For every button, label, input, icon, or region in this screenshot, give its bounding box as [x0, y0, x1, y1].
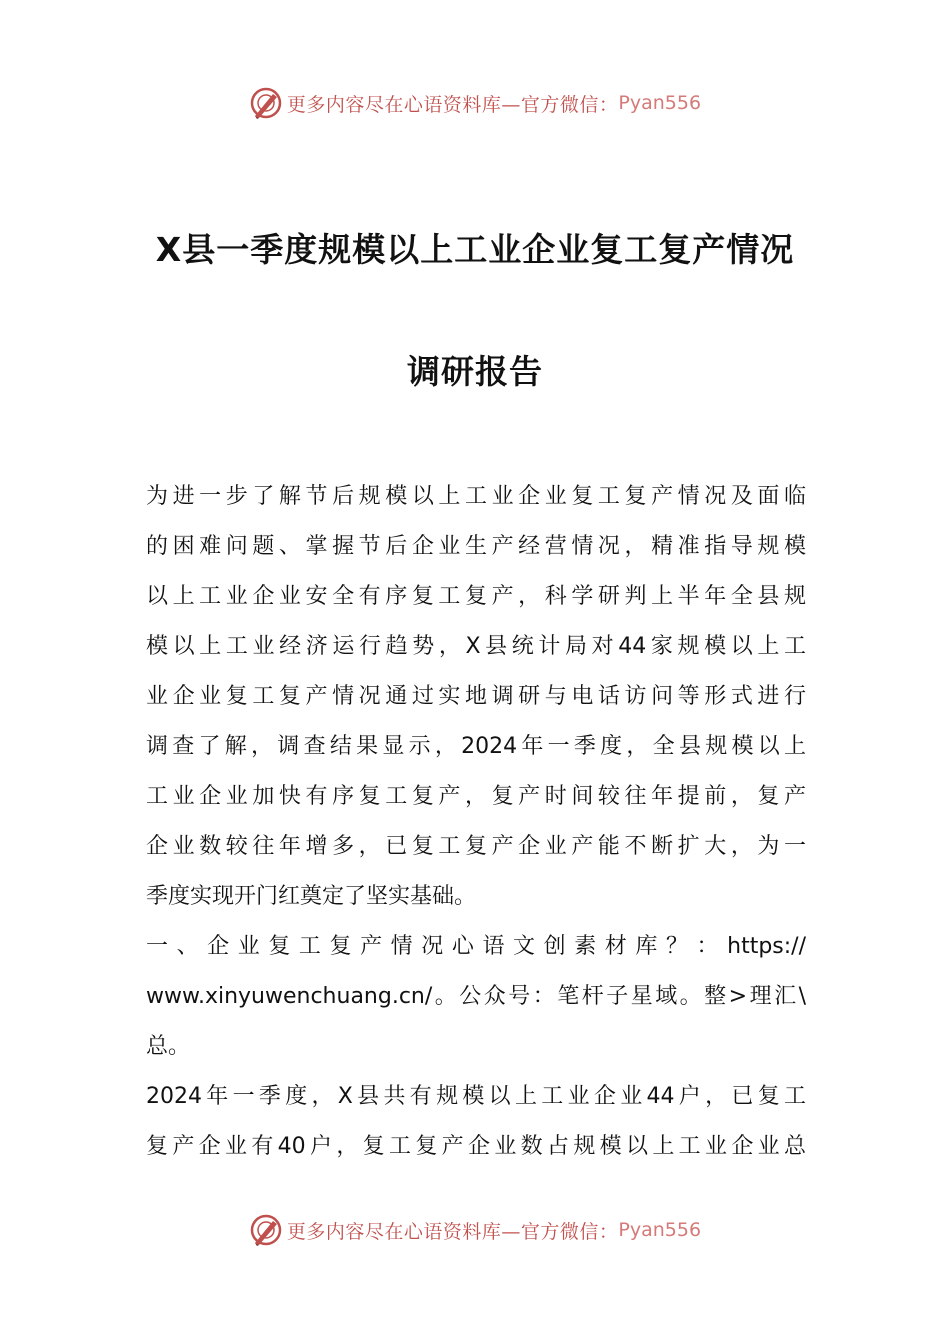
document-title-line1: X县一季度规模以上工业企业复工复产情况: [155, 230, 795, 269]
body-line: 季度实现开门红奠定了坚实基础。: [146, 884, 477, 909]
body-line: 企业数较往年增多，已复工复产企业产能不断扩大，为一: [146, 834, 806, 859]
body-line: 总。: [146, 1034, 191, 1059]
pen-logo-icon: [249, 1213, 283, 1247]
body-line: www.xinyuwenchuang.cn/。公众号：笔杆子星域。整>理汇\: [146, 984, 806, 1009]
body-text: [146, 472, 806, 1172]
body-line: 模以上工业经济运行趋势，X县统计局对44家规模以上工: [146, 634, 806, 659]
body-line: 调查了解，调查结果显示，2024年一季度，全县规模以上: [146, 734, 806, 759]
section-heading-line: 一、企业复工复产情况心语文创素材库？：https://: [146, 934, 806, 959]
body-line: 复产企业有40户，复工复产企业数占规模以上工业企业总: [146, 1134, 806, 1159]
document-title-line2: 调研报告: [407, 352, 543, 391]
body-line: 2024年一季度，X县共有规模以上工业企业44户，已复工: [146, 1084, 806, 1109]
footer-watermark: [0, 1210, 950, 1250]
watermark-contact: Pyan556: [618, 92, 702, 114]
header-watermark: [0, 83, 950, 123]
pen-logo-icon: [249, 86, 283, 120]
watermark-text: 更多内容尽在心语资料库—官方微信：: [286, 1220, 619, 1243]
watermark-contact: Pyan556: [618, 1219, 702, 1241]
watermark-text: 更多内容尽在心语资料库—官方微信：: [286, 93, 619, 116]
body-line: 的困难问题、掌握节后企业生产经营情况，精准指导规模: [146, 534, 806, 559]
body-line: 为进一步了解节后规模以上工业企业复工复产情况及面临: [146, 484, 806, 509]
body-line: 业企业复工复产情况通过实地调研与电话访问等形式进行: [146, 684, 806, 709]
body-line: 工业企业加快有序复工复产，复产时间较往年提前，复产: [146, 784, 806, 809]
body-line: 以上工业企业安全有序复工复产，科学研判上半年全县规: [146, 584, 806, 609]
